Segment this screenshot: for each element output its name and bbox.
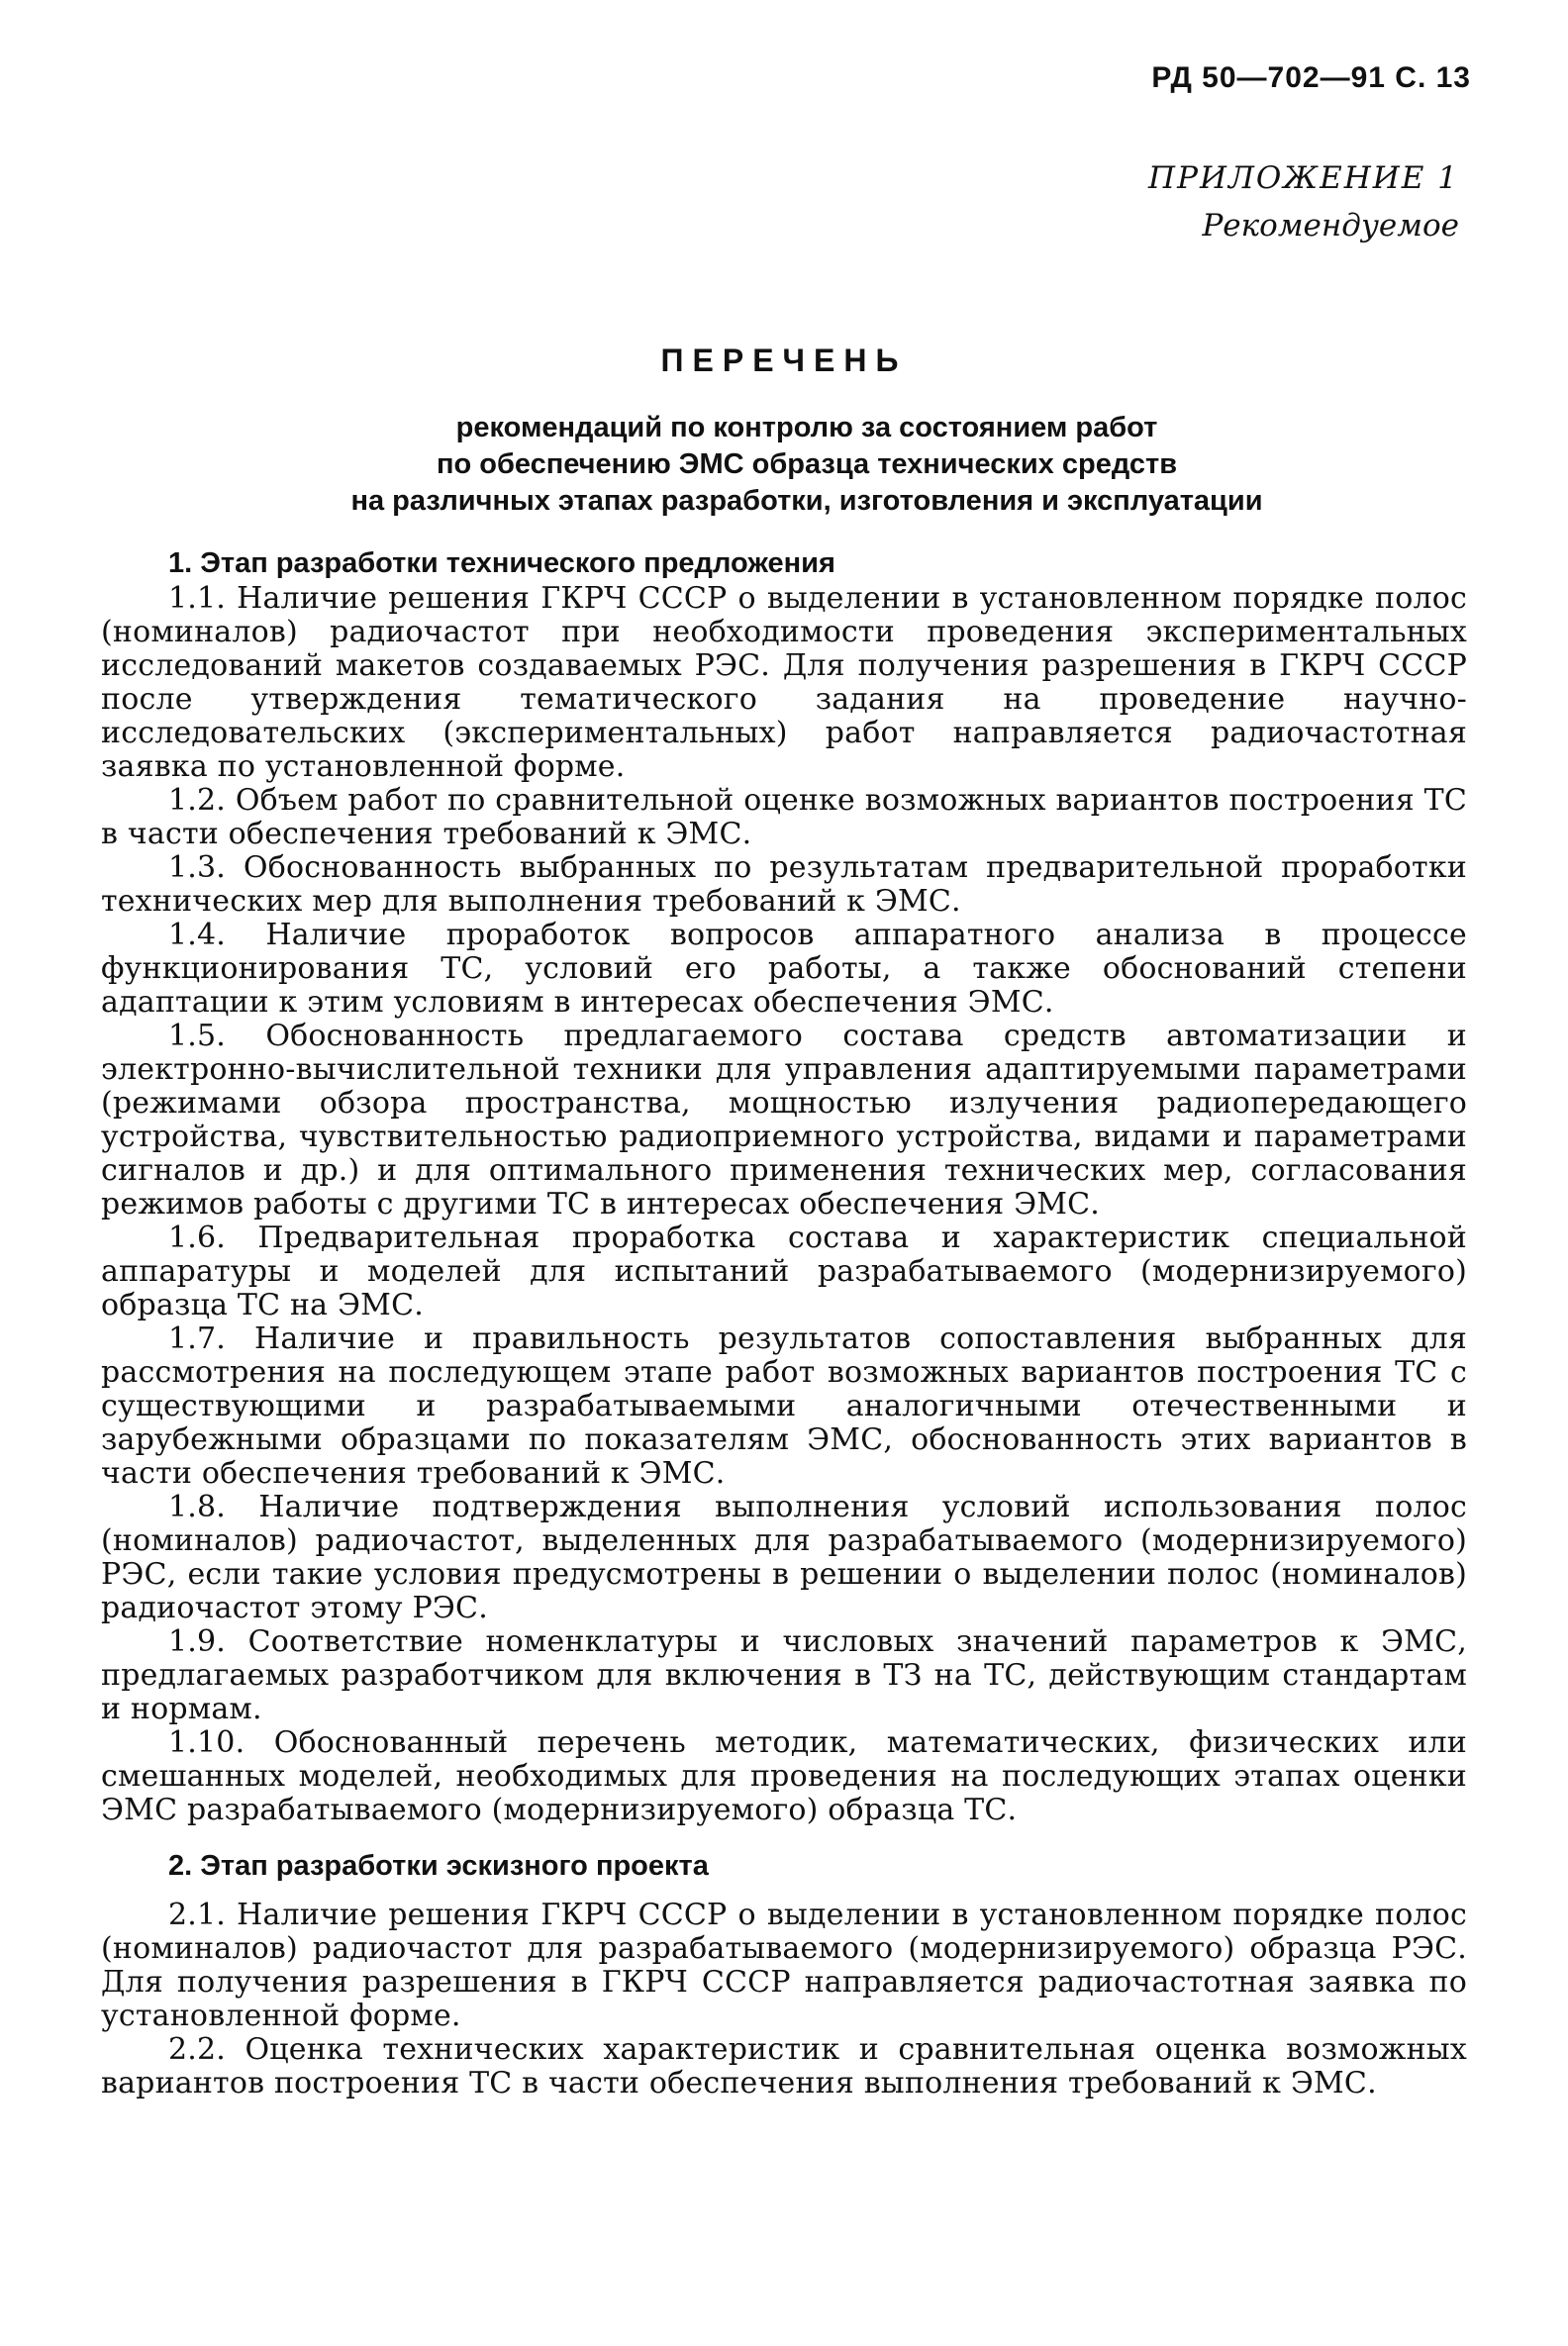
paragraph: 1.2. Объем работ по сравнительной оценке возможных вариантов построения ТС в части обеспечения требований к ЭМС. (101, 783, 1467, 851)
appendix-block (1148, 154, 1459, 249)
paragraph: 1.6. Предварительная проработка состава и характеристик специальной аппаратуры и моделей для испытаний разрабатываемого (модернизируемого) образца ТС на ЭМС. (101, 1221, 1467, 1322)
paragraph: 2.2. Оценка технических характеристик и сравнительная оценка возможных вариантов построения ТС в части обеспечения выполнения требований к ЭМС. (101, 2032, 1467, 2101)
paragraph: 1.7. Наличие и правильность результатов сопоставления выбранных для рассмотрения на последующем этапе работ возможных вариантов построения ТС с существующими и разрабатываемыми аналогичными отечественными и зарубежными образцами по показателям ЭМС, обоснованность этих вариантов в части обеспечения требований к ЭМС. (101, 1321, 1467, 1491)
section-gap (101, 1827, 1467, 1849)
subtitle-line: на различных этапах разработки, изготовления и эксплуатации (350, 485, 1263, 517)
paragraph: 1.3. Обоснованность выбранных по результатам предварительной проработки технических мер для выполнения требований к ЭМС. (101, 850, 1467, 919)
section-heading: 2. Этап разработки эскизного проекта (168, 1850, 709, 1882)
subtitle-line: по обеспечению ЭМС образца технических средств (436, 448, 1178, 480)
section-heading: 1. Этап разработки технического предложения (168, 547, 835, 579)
section-gap (101, 1885, 1467, 1899)
appendix-label: ПРИЛОЖЕНИЕ 1 (1148, 160, 1459, 196)
paragraph: 1.10. Обоснованный перечень методик, математических, физических или смешанных моделей, необходимых для проведения на последующих этапах оценки ЭМС разрабатываемого (модернизируемого) образца ТС. (101, 1725, 1467, 1827)
paragraph: 1.9. Соответствие номенклатуры и числовых значений параметров к ЭМС, предлагаемых разработчиком для включения в ТЗ на ТС, действующим стандартам и нормам. (101, 1624, 1467, 1726)
document-code-header: РД 50—702—91 С. 13 (1151, 61, 1471, 94)
subtitle-line: рекомендаций по контролю за состоянием работ (455, 412, 1158, 443)
paragraph: 1.1. Наличие решения ГКРЧ СССР о выделении в установленном порядке полос (номиналов) радиочастот при необходимости проведения экспериментальных исследований макетов создаваемых РЭС. Для получения разрешения в ГКРЧ СССР после утверждения тематического задания на проведение научно-исследовательских (экспериментальных) работ направляется радиочастотная заявка по установленной форме. (101, 581, 1467, 784)
document-title: ПЕРЕЧЕНЬ (660, 342, 908, 378)
document-body (101, 546, 1467, 2101)
paragraph: 1.4. Наличие проработок вопросов аппаратного анализа в процессе функционирования ТС, условий его работы, а также обоснований степени адаптации к этим условиям в интересах обеспечения ЭМС. (101, 918, 1467, 1020)
paragraph: 1.8. Наличие подтверждения выполнения условий использования полос (номиналов) радиочастот, выделенных для разрабатываемого (модернизируемого) РЭС, если такие условия предусмотрены в решении о выделении полос (номиналов) радиочастот этому РЭС. (101, 1490, 1467, 1625)
appendix-status: Рекомендуемое (1202, 208, 1459, 244)
paragraph: 1.5. Обоснованность предлагаемого состава средств автоматизации и электронно-вычислительной техники для управления адаптируемыми параметрами (режимами обзора пространства, мощностью излучения радиопередающего устройства, чувствительностью радиоприемного устройства, видами и параметрами сигналов и др.) и для оптимального применения технических мер, согласования режимов работы с другими ТС в интересах обеспечения ЭМС. (101, 1019, 1467, 1222)
document-subtitle (148, 410, 1465, 520)
paragraph: 2.1. Наличие решения ГКРЧ СССР о выделении в установленном порядке полос (номиналов) радиочастот для разрабатываемого (модернизируемого) образца РЭС. Для получения разрешения в ГКРЧ СССР направляется радиочастотная заявка по установленной форме. (101, 1898, 1467, 2033)
